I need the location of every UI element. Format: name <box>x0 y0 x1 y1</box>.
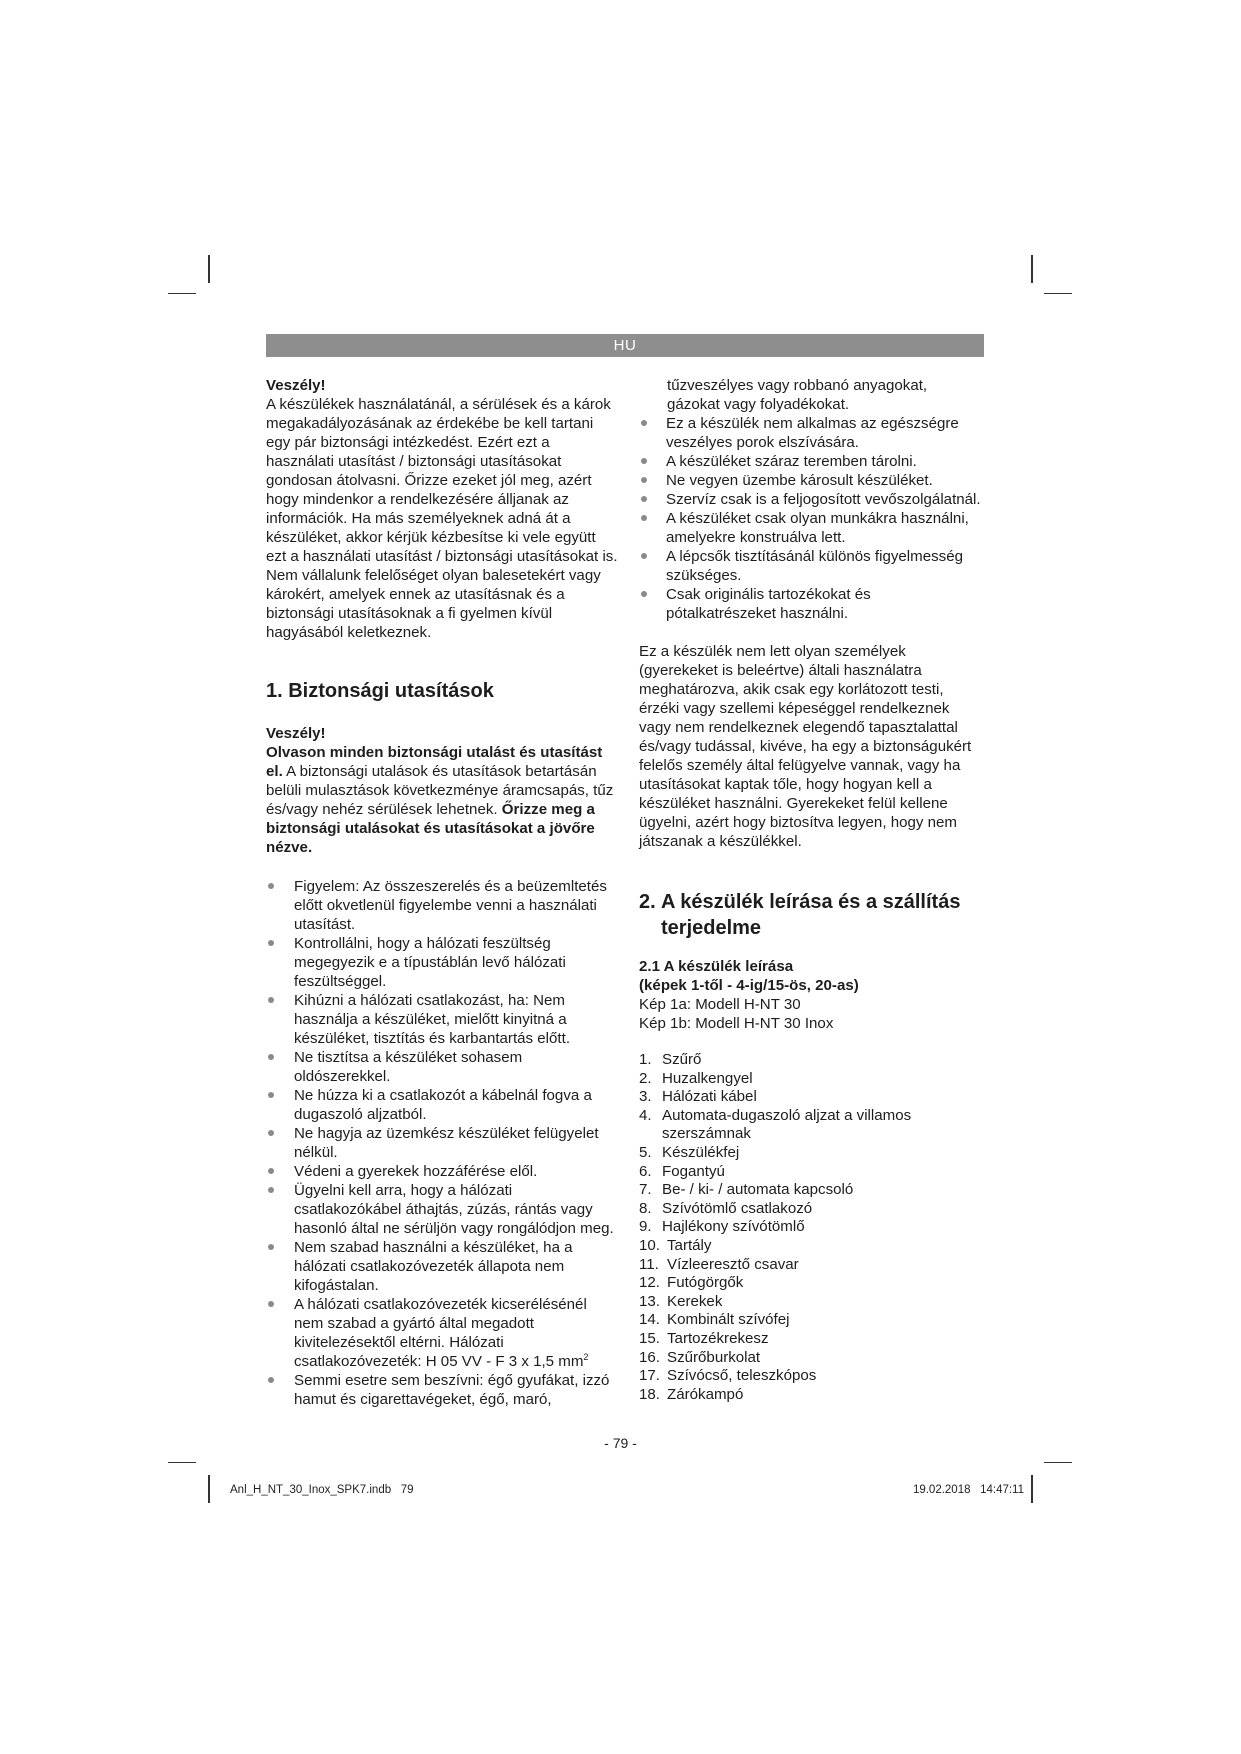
list-item: Csak originális tartozékokat és pótalkatrészeket használni. <box>639 585 984 623</box>
list-item: A készüléket csak olyan munkákra használni, amelyekre konstruálva lett. <box>639 509 984 547</box>
section-1-title: 1. Biztonsági utasítások <box>266 680 494 702</box>
bullet-continuation: tűzveszélyes vagy robbanó anyagokat, gázokat vagy folyadékokat. <box>667 377 928 413</box>
list-item: 9. Hajlékony szívótömlő <box>639 1218 805 1236</box>
list-item: 2. Huzalkengyel <box>639 1069 753 1087</box>
section-2-number: 2. <box>639 891 656 913</box>
footer-file-name: Anl_H_NT_30_Inox_SPK7.indb 79 <box>230 1484 414 1496</box>
safety-bullet-list-2 <box>639 414 984 623</box>
list-item: Védeni a gyerekek hozzáférése elől. <box>266 1162 618 1181</box>
list-item: 6. Fogantyú <box>639 1162 725 1180</box>
list-item: 8. Szívótömlő csatlakozó <box>639 1199 813 1217</box>
section-2-title-text: A készülék leírása és a szállítás terjedelme <box>661 891 961 939</box>
crop-mark <box>208 1475 210 1503</box>
crop-mark <box>1044 293 1072 294</box>
list-item: A lépcsők tisztításánál különös figyelmesség szükséges. <box>639 547 984 585</box>
list-item: Semmi esetre sem beszívni: égő gyufákat, izzó hamut és cigarettavégeket, égő, maró, <box>266 1371 618 1409</box>
list-item: 1. Szűrő <box>639 1051 702 1068</box>
section-1-lead <box>266 743 618 857</box>
list-item: Ügyelni kell arra, hogy a hálózati csatlakozókábel áthajtás, zúzás, rántás vagy hasonló által ne sérüljön vagy rongálódjon meg. <box>266 1181 618 1238</box>
list-item: 17. Szívócső, teleszkópos <box>639 1367 817 1385</box>
list-item: 3. Hálózati kábel <box>639 1088 757 1106</box>
list-item: 18. Zárókampó <box>639 1385 744 1403</box>
intro-warning: Veszély! <box>266 377 326 394</box>
list-item: Ne hagyja az üzemkész készüléket felügyelet nélkül. <box>266 1124 618 1162</box>
lead-text: A biztonsági utalások és utasítások betartásán belüli mulasztások következménye áramcsapás, tűz és/vagy nehéz sérülések lehetnek. <box>266 763 614 818</box>
crop-mark <box>1031 255 1033 283</box>
intro-text: A készülékek használatánál, a sérülések és a károk megakadályozásának az érdekébe be kell tartani egy pár biztonsági intézkedést. Ezért ezt a használati utasítást / biztonsági utasításokat gondosan átolvasni. Őrizze ezeket jól meg, azért hogy mindenkor a rendelkezésére álljanak az információk. Ha más személyeknek adná át a készüléket, akkor kérjük kézbesítse ki vele együtt ezt a használati utasítást / biztonsági utasításokat is. Nem vállalunk felelőséget olyan balesetekért vagy károkért, amelyek ennek az utasításnak és a biztonsági utasításoknak a fi gyelmen kívül hagyásából keletkeznek. <box>266 396 618 641</box>
footer-date: 19.02.2018 14:47:11 <box>912 1484 1024 1496</box>
language-header-bar <box>266 334 984 357</box>
cable-superscript: 2 <box>583 1351 589 1362</box>
picture-1b-caption: Kép 1b: Modell H-NT 30 Inox <box>639 1015 834 1032</box>
list-item: Ne húzza ki a csatlakozót a kábelnál fogva a dugaszoló aljzatból. <box>266 1086 618 1124</box>
list-item: Ne tisztítsa a készüléket sohasem oldószerekkel. <box>266 1048 618 1086</box>
list-item: 15. Tartozékrekesz <box>639 1329 769 1347</box>
cable-text: A hálózati csatlakozóvezeték kicserélésénél nem szabad a gyártó által megadott kivitelezésektől eltérni. Hálózati csatlakozóvezeték: H 05 VV - F 3 x 1,5 mm <box>294 1296 587 1370</box>
list-item: 11. Vízleeresztő csavar <box>639 1255 799 1273</box>
language-label: HU <box>613 337 637 354</box>
list-item: Ez a készülék nem alkalmas az egészségre veszélyes porok elszívására. <box>639 414 984 452</box>
list-item: Kontrollálni, hogy a hálózati feszültség megegyezik e a típustáblán levő hálózati feszültséggel. <box>266 934 618 991</box>
section-2-title <box>639 889 984 941</box>
list-item <box>266 1295 618 1371</box>
safety-bullet-list <box>266 877 618 1409</box>
persons-paragraph: Ez a készülék nem lett olyan személyek (gyerekeket is beleértve) általi használatra meghatározva, akik csak egy korlátozott testi, érzéki vagy szellemi képeséggel rendelkeznek vagy nem rendelkeznek elegendő tapasztalattal és/vagy tudással, kivéve, ha egy a biztonságukért felelős személy által felügyelve vannak, vagy ha utasításokat kaptak tőle, hogy hogyan kell a készüléket használni. Gyerekeket felül kellene ügyelni, azért hogy biztosítva legyen, hogy nem játszanak a készülékkel. <box>639 643 972 850</box>
list-item: 12. Futógörgők <box>639 1274 744 1292</box>
list-item: Nem szabad használni a készüléket, ha a hálózati csatlakozóvezeték állapota nem kifogástalan. <box>266 1238 618 1295</box>
list-item: 4. Automata-dugaszoló aljzat a villamos szerszámnak <box>639 1106 912 1143</box>
page-number: - 79 - <box>604 1435 637 1451</box>
list-item: A készüléket száraz teremben tárolni. <box>639 452 984 471</box>
list-item: 14. Kombinált szívófej <box>639 1311 790 1329</box>
crop-mark <box>168 293 196 294</box>
crop-mark <box>1044 1462 1072 1463</box>
list-item: 16. Szűrőburkolat <box>639 1348 761 1366</box>
parts-list <box>639 1051 984 1404</box>
crop-mark <box>168 1462 196 1463</box>
lead-bold: Olvason minden biztonsági utalást és utasítást el. <box>266 744 603 780</box>
left-column <box>266 376 618 1409</box>
picture-1a-caption: Kép 1a: Modell H-NT 30 <box>639 996 801 1013</box>
list-item: Figyelem: Az összeszerelés és a beüzemltetés előtt okvetlenül figyelembe venni a használati utasítást. <box>266 877 618 934</box>
section-1-warning: Veszély! <box>266 725 326 742</box>
crop-mark <box>1031 1475 1033 1503</box>
list-item: 13. Kerekek <box>639 1292 723 1310</box>
list-item: Szervíz csak is a feljogosított vevőszolgálatnál. <box>639 490 984 509</box>
subsection-figure-ref: (képek 1-től - 4-ig/15-ös, 20-as) <box>639 977 859 994</box>
right-column <box>639 376 984 1404</box>
list-item: 5. Készülékfej <box>639 1143 740 1161</box>
list-item: Kihúzni a hálózati csatlakozást, ha: Nem használja a készüléket, mielőtt kinyitná a készüléket, tisztítás és karbantartás előtt. <box>266 991 618 1048</box>
list-item: 7. Be- / ki- / automata kapcsoló <box>639 1181 854 1199</box>
subsection-title: 2.1 A készülék leírása <box>639 958 794 975</box>
crop-mark <box>208 255 210 283</box>
list-item: 10. Tartály <box>639 1236 712 1254</box>
list-item: Ne vegyen üzembe károsult készüléket. <box>639 471 984 490</box>
lead-bold-2: Őrizze meg a biztonsági utalásokat és utasításokat a jövőre nézve. <box>266 801 595 856</box>
